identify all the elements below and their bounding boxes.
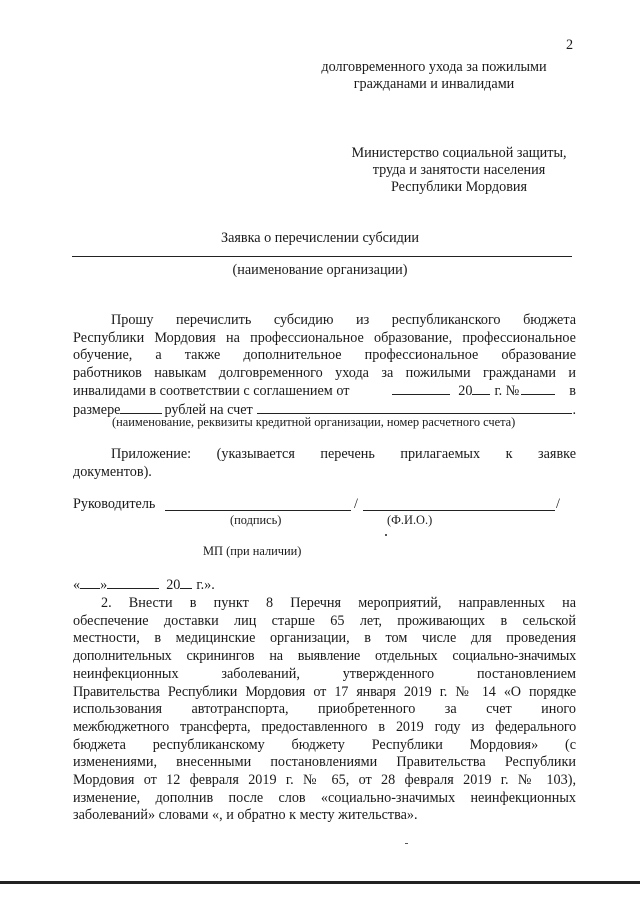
document-title: Заявка о перечислении субсидии — [221, 230, 419, 246]
item-2-line-13: заболеваний» словами «, и обратно к месту жительства». — [73, 807, 418, 824]
amount-label: размере — [73, 401, 121, 418]
item-2-line-10: изменениями, внесенными постановлениями Правительства Республики — [73, 754, 576, 771]
item-2-line-9: бюджета республиканскому бюджету Республики Мордовия» (с — [73, 736, 576, 753]
signature-slash-2: / — [556, 496, 560, 512]
item-2-line-12: изменение, дополнив после слов «социально-значимых неинфекционных — [73, 789, 576, 806]
item-2-line-2: обеспечение доставки лиц старше 65 лет, проживающих в сельской — [73, 612, 576, 629]
signature-slash-1: / — [354, 496, 358, 512]
date-suffix: г.». — [196, 577, 215, 593]
amount-blank — [120, 413, 162, 414]
item-2-line-5: неинфекционных заболеваний, утвержденного постановлением — [73, 665, 576, 682]
account-label: рублей на счет — [164, 401, 253, 418]
sign-caption: (подпись) — [230, 513, 282, 527]
request-line-5-end: в — [569, 382, 576, 399]
fio-caption: (Ф.И.О.) — [387, 513, 433, 527]
date-open-quote: « — [73, 577, 81, 593]
agreement-date-blank — [392, 394, 450, 395]
scan-bottom-edge — [0, 881, 640, 884]
request-line-3: обучение, а также дополнительное профессиональное образование — [73, 347, 576, 364]
date-month-blank — [107, 588, 159, 589]
date-year-prefix: 20 — [166, 577, 181, 593]
item-2-line-4: дополнительных скринингов на выявление отдельных социально-значимых — [73, 648, 576, 665]
date-close-quote: » — [100, 577, 108, 593]
request-paragraph — [73, 312, 576, 419]
agreement-year-blank — [472, 394, 490, 395]
organization-caption: (наименование организации) — [232, 262, 408, 278]
scan-speck — [405, 843, 408, 844]
stamp-label: МП (при наличии) — [203, 544, 302, 558]
page-number: 2 — [566, 37, 574, 53]
appendix-line-2: документов). — [73, 463, 152, 480]
header-line-2: гражданами и инвалидами — [353, 76, 515, 92]
date-year-blank — [180, 588, 192, 589]
organization-name-line — [72, 256, 572, 257]
date-day-blank — [80, 588, 100, 589]
addressee-line-1: Министерство социальной защиты, — [351, 145, 567, 161]
account-caption: (наименование, реквизиты кредитной организации, номер расчетного счета) — [112, 415, 516, 429]
item-2-line-11: Мордовия от 12 февраля 2019 г. № 65, от 28 февраля 2019 г. № 103), — [73, 772, 576, 789]
item-2-line-6: Правительства Республики Мордовия от 17 января 2019 г. № 14 «О порядке — [73, 683, 576, 700]
request-line-4: работников навыкам долговременного ухода за пожилыми гражданами и — [73, 365, 576, 382]
fio-blank — [363, 510, 555, 511]
item-2-line-1: 2. Внести в пункт 8 Перечня мероприятий, направленных на — [101, 595, 576, 611]
appendix-paragraph — [73, 446, 576, 481]
signature-blank — [165, 510, 351, 511]
item-2-paragraph — [73, 595, 576, 825]
agreement-year-prefix: 20 — [458, 382, 473, 399]
scan-speck — [385, 534, 387, 536]
item-2-line-3: местности, в медицинские организации, в том числе для проведения — [73, 630, 576, 647]
addressee-line-2: труда и занятости населения — [372, 162, 546, 178]
account-blank — [257, 401, 573, 414]
addressee-line-3: Республики Мордовия — [390, 179, 528, 195]
header-line-1: долговременного ухода за пожилыми — [321, 59, 547, 75]
request-line-1: Прошу перечислить субсидию из республиканского бюджета — [111, 312, 576, 328]
account-end: . — [572, 401, 576, 418]
agreement-number-blank — [521, 394, 555, 395]
agreement-number-label: г. № — [494, 382, 520, 399]
request-line-5 — [73, 383, 576, 401]
request-line-5-date — [392, 383, 576, 401]
signature-label: Руководитель — [73, 496, 156, 512]
item-2-line-8: межбюджетного трансферта, предоставленного в 2019 году из федерального — [73, 718, 576, 735]
appendix-line-1: Приложение: (указывается перечень прилагаемых к заявке — [111, 446, 576, 462]
request-line-5-text: инвалидами в соответствии с соглашением от — [73, 382, 350, 399]
item-2-line-7: использования автотранспорта, приобретенного за счет иного — [73, 701, 576, 718]
request-line-2: Республики Мордовия на профессиональное образование, профессиональное — [73, 329, 576, 346]
date-line — [73, 577, 215, 594]
